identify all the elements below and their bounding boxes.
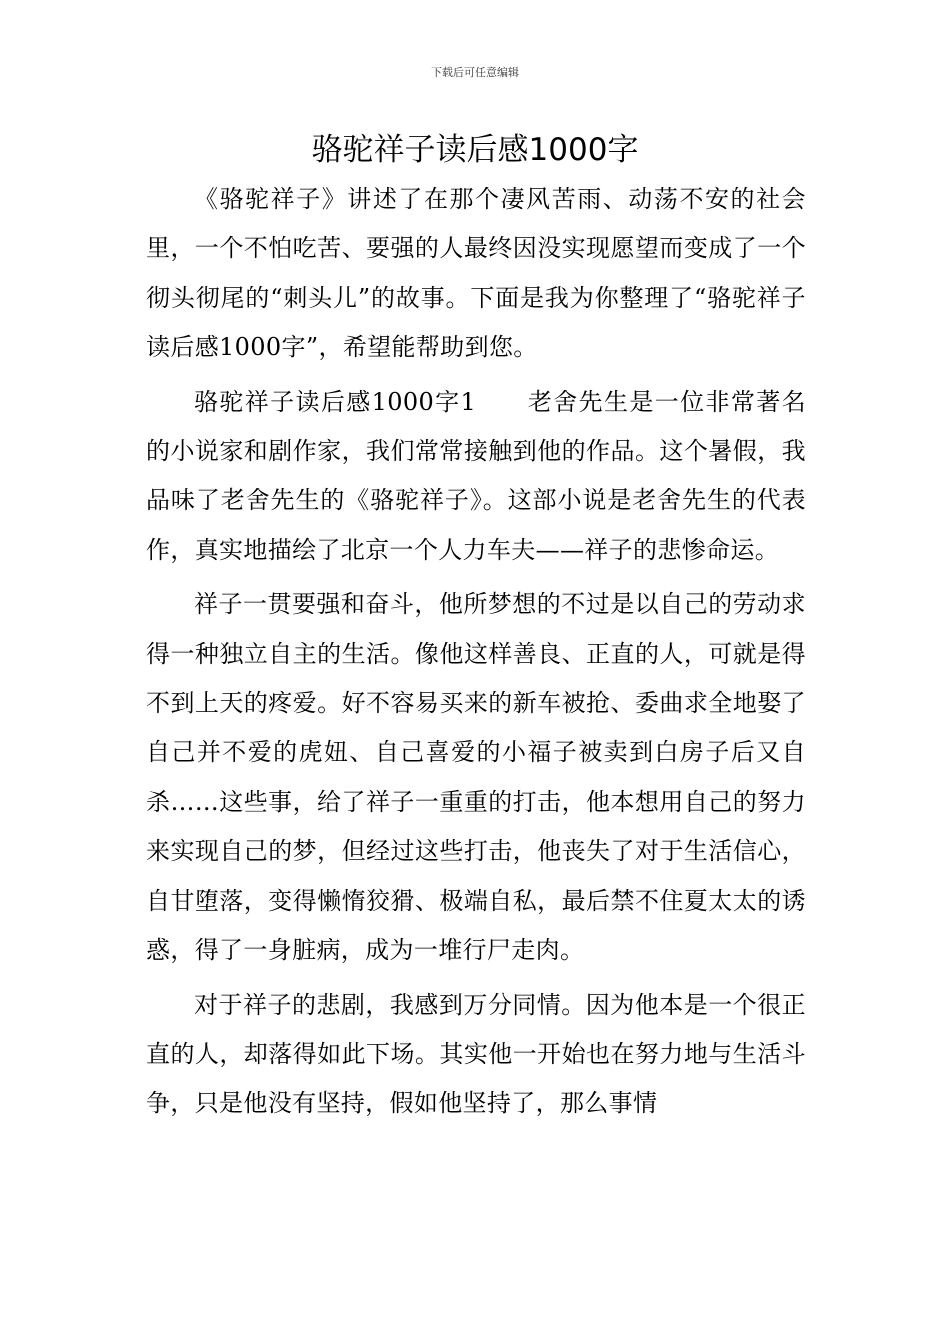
paragraph-reflection: 对于祥子的悲剧，我感到万分同情。因为他本是一个很正直的人，却落得如此下场。其实他一开始也在努力地与生活斗争，只是他没有坚持，假如他坚持了，那么事情: [146, 990, 806, 1118]
paragraph-story: 祥子一贯要强和奋斗，他所梦想的不过是以自己的劳动求得一种独立自主的生活。像他这样善良、正直的人，可就是得不到上天的疼爱。好不容易买来的新车被抢、委曲求全地娶了自己并不爱的虎妞、自己喜爱的小福子被卖到白房子后又自杀……这些事，给了祥子一重重的打击，他本想用自己的努力来实现自己的梦，但经过这些打击，他丧失了对于生活信心，自甘堕落，变得懒惰狡猾、极端自私，最后禁不住夏太太的诱惑，得了一身脏病，成为一堆行尸走肉。: [146, 590, 806, 965]
paragraph-essay-start: 骆驼祥子读后感1000字1 老舍先生是一位非常著名的小说家和剧作家，我们常常接触到他的作品。这个暑假，我品味了老舍先生的《骆驼祥子》。这部小说是老舍先生的代表作，真实地描绘了北京一个人力车夫——祥子的悲惨命运。: [146, 387, 806, 564]
document-body: [146, 175, 806, 1134]
paragraph-intro: 《骆驼祥子》讲述了在那个凄风苦雨、动荡不安的社会里，一个不怕吃苦、要强的人最终因没实现愿望而变成了一个彻头彻尾的“刺头儿”的故事。下面是我为你整理了“骆驼祥子读后感1000字”，希望能帮助到您。: [146, 185, 806, 362]
document-title: 骆驼祥子读后感1000字: [311, 132, 639, 168]
header-note: 下载后可任意编辑: [431, 66, 519, 79]
